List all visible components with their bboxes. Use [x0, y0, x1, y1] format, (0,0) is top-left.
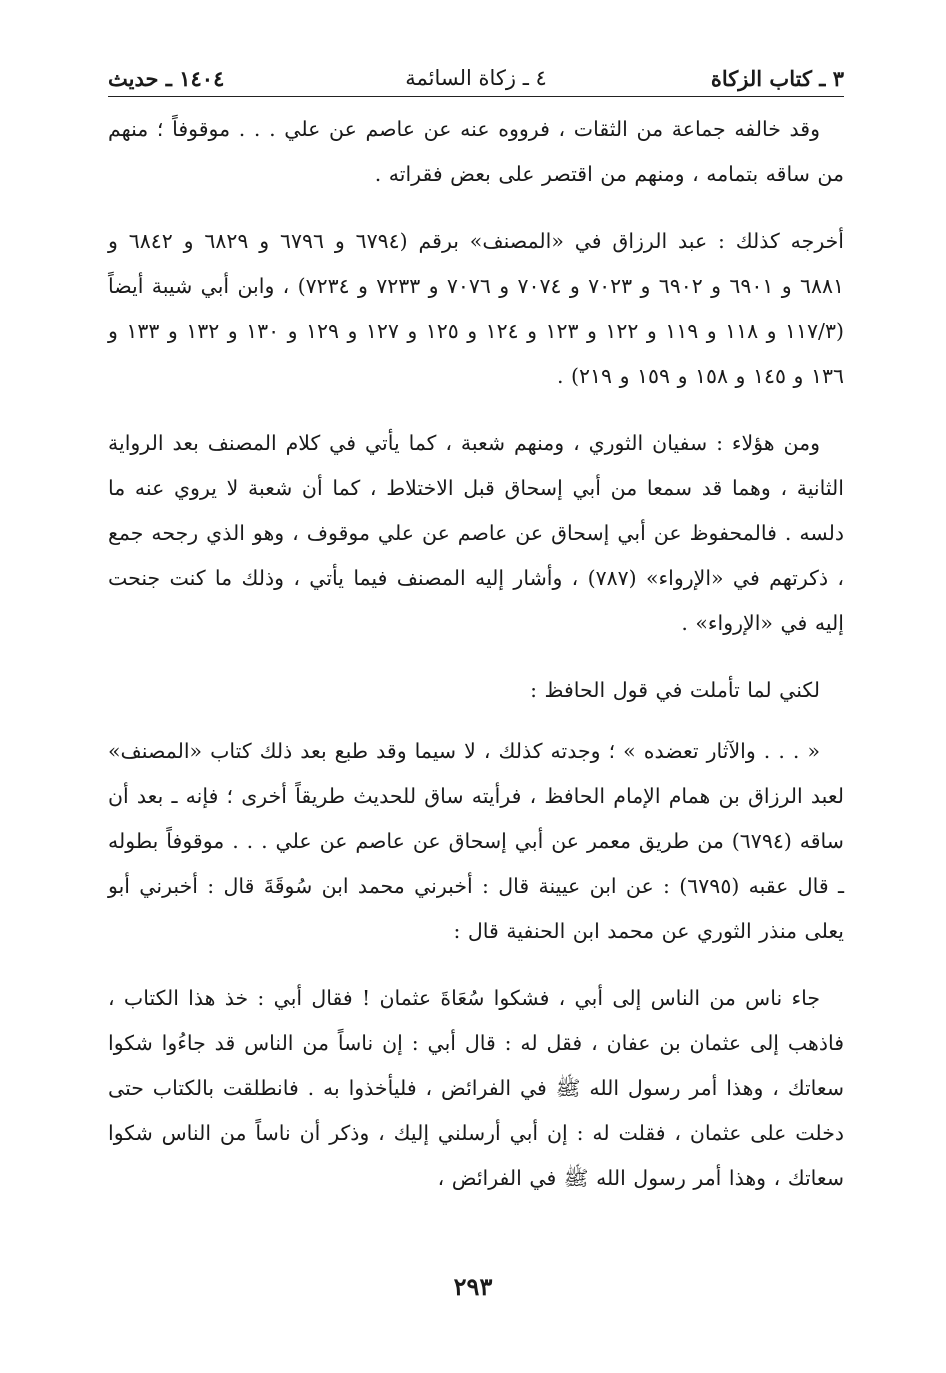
paragraph-2: أخرجه كذلك : عبد الرزاق في «المصنف» برقم (٦٧٩٤ و ٦٧٩٦ و ٦٨٢٩ و ٦٨٤٢ و ٦٨٨١ و ٦٩٠١ و ٦٩٠٢ و ٧٠٢٣ و ٧٠٧٤ و ٧٠٧٦ و ٧٢٣٣ و ٧٢٣٤) ، وابن أبي شيبة أيضاً (١١٧/٣ و ١١٨ و ١١٩ و ١٢٢ و ١٢٣ و ١٢٤ و ١٢٥ و ١٢٧ و ١٢٩ و ١٣٠ و ١٣٢ و ١٣٣ و ١٣٦ و ١٤٥ و ١٥٨ و ١٥٩ و ٢١٩) .: [108, 229, 845, 388]
header-chapter-title: ٤ ـ زكاة السائمة: [405, 66, 547, 90]
paragraph-6: جاء ناس من الناس إلى أبي ، فشكوا سُعَاةَ عثمان ! فقال أبي : خذ هذا الكتاب ، فاذهب إلى عثمان بن عفان ، فقل له : قال أبي : إن ناساً من الناس قد جاءُوا شكوا سعاتك ، وهذا أمر رسول الله ﷺ في الفرائض ، فليأخذوا به . فانطلقت بالكتاب حتى دخلت على عثمان ، فقلت له : إن أبي أرسلني إليك ، وذكر أن ناساً من الناس شكوا سعاتك ، وهذا أمر رسول الله ﷺ في الفرائض ،: [108, 986, 844, 1190]
paragraph-3: ومن هؤلاء : سفيان الثوري ، ومنهم شعبة ، كما يأتي في كلام المصنف بعد الرواية الثانية ، وهما قد سمعا من أبي إسحاق قبل الاختلاط ، كما أن شعبة لا يروي عنه ما دلسه . فالمحفوظ عن أبي إسحاق عن عاصم عن علي موقوف ، وهو الذي رجحه جمع ، ذكرتهم في «الإرواء» (٧٨٧) ، وأشار إليه المصنف فيما يأتي ، وذلك ما كنت جنحت إليه في «الإرواء» .: [108, 431, 844, 635]
running-header: [108, 60, 844, 96]
paragraph-4: لكني لما تأملت في قول الحافظ :: [530, 678, 820, 702]
header-book-title: ٣ ـ كتاب الزكاة: [710, 66, 844, 91]
header-rule: [108, 96, 844, 97]
paragraph-5: « . . . والآثار تعضده » ؛ وجدته كذلك ، لا سيما وقد طبع بعد ذلك كتاب «المصنف» لعبد الرزاق بن همام الإمام الحافظ ، فرأيته ساق للحديث طريقاً أخرى ؛ فإنه ـ بعد أن ساقه (٦٧٩٤) من طريق معمر عن أبي إسحاق عن عاصم عن علي . . . موقوفاً بطوله ـ قال عقبه (٦٧٩٥) : عن ابن عيينة قال : أخبرني محمد ابن سُوقَةَ قال : أخبرني أبو يعلى منذر الثوري عن محمد ابن الحنفية قال :: [108, 739, 844, 943]
paragraph-1: وقد خالفه جماعة من الثقات ، فرووه عنه عن عاصم عن علي . . . موقوفاً ؛ منهم من ساقه بتمامه ، ومنهم من اقتصر على بعض فقراته .: [108, 117, 844, 186]
page-number: ٢٩٣: [453, 1272, 493, 1301]
header-hadith-number: ١٤٠٤ ـ حديث: [108, 66, 225, 91]
page-body: [108, 60, 844, 1223]
